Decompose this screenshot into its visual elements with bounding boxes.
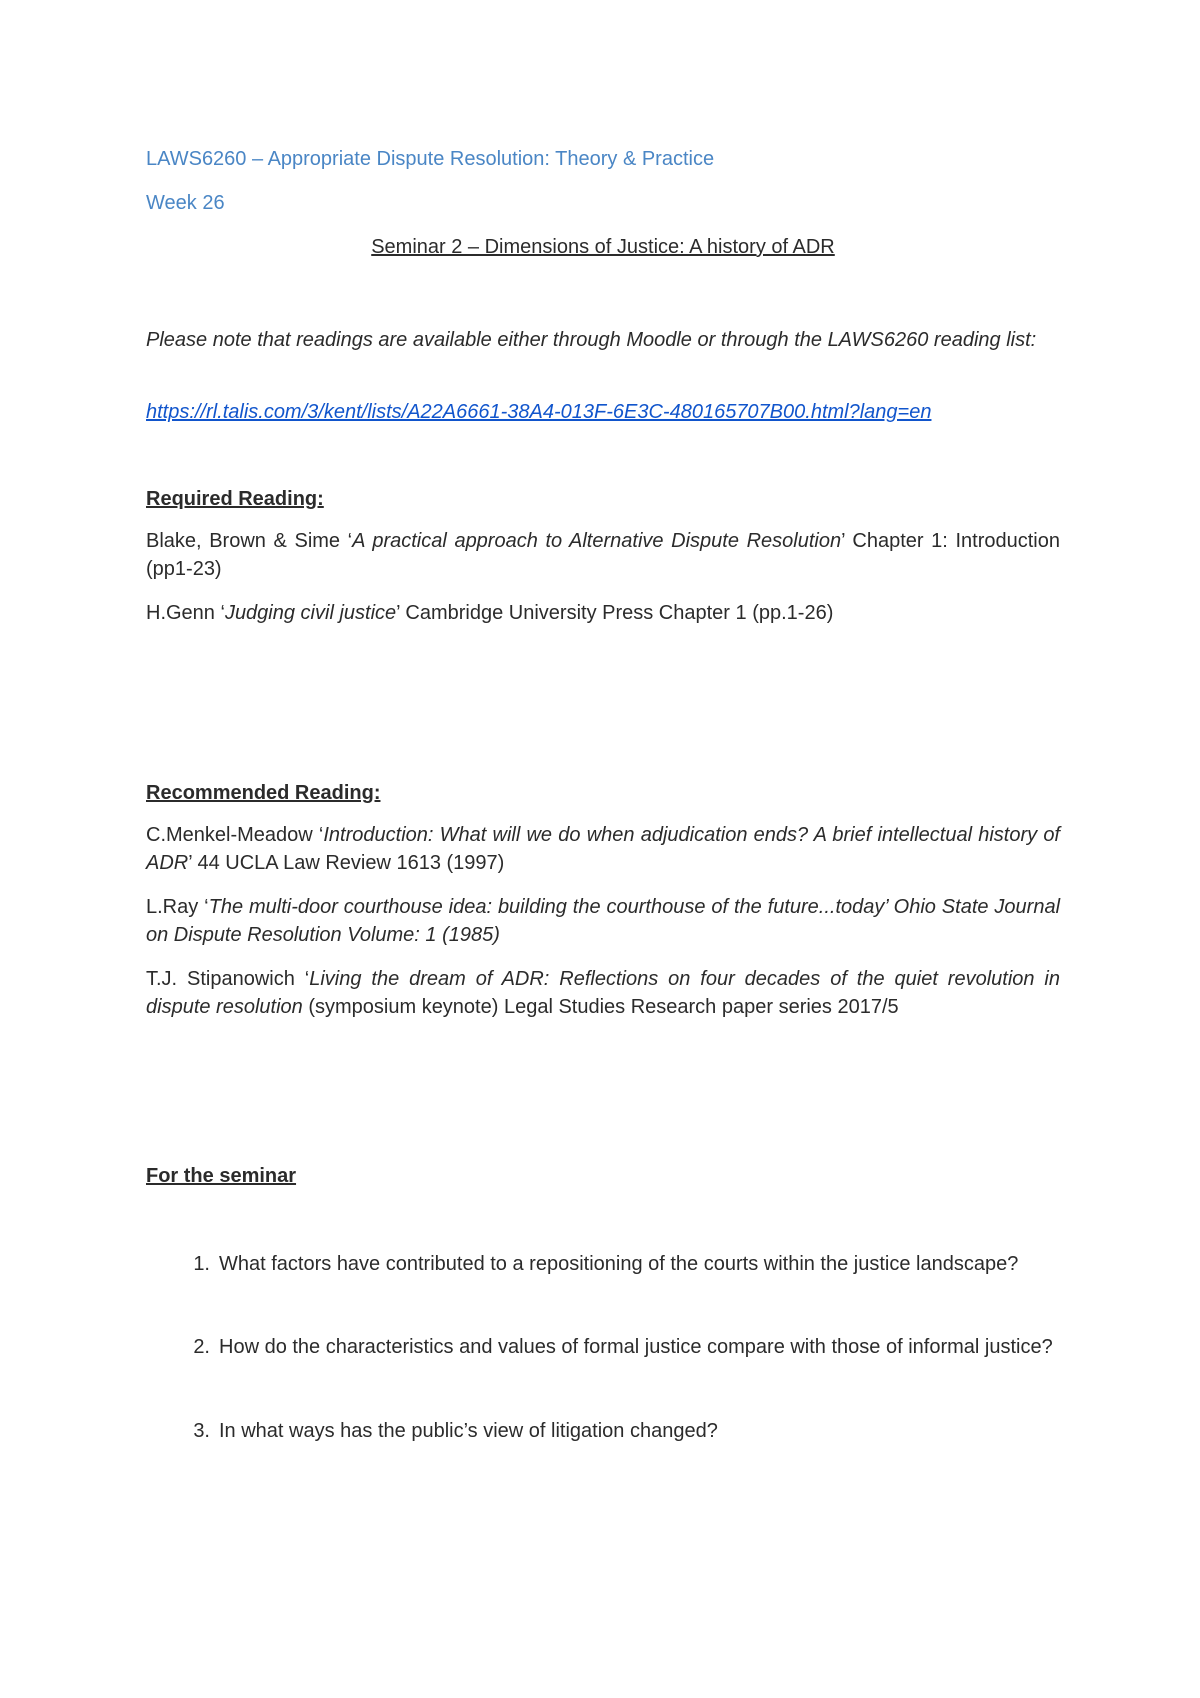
- question-number: 2.: [193, 1336, 210, 1358]
- reading-title: The multi-door courthouse idea: building the courthouse of the future...today: [208, 896, 885, 918]
- seminar-title: Seminar 2 – Dimensions of Justice: A history of ADR: [371, 236, 835, 258]
- reading-author: T.J. Stipanowich ‘: [146, 968, 310, 990]
- question-number: 3.: [193, 1420, 210, 1442]
- question-text: How do the characteristics and values of formal justice compare with those of informal justice?: [219, 1336, 1053, 1358]
- reading-source: ’ Chapter 1: Introduction (pp1-23): [146, 530, 1060, 580]
- required-reading-item: [146, 599, 1060, 627]
- reading-title: Judging civil justice: [224, 602, 397, 624]
- recommended-reading-item: [146, 821, 1060, 877]
- course-title: LAWS6260 – Appropriate Dispute Resolution: Theory & Practice: [146, 148, 715, 170]
- reading-source: ’ Ohio State Journal on Dispute Resolution Volume: 1 (1985): [146, 896, 1061, 946]
- required-reading-heading: Required Reading:: [146, 488, 324, 510]
- question-number: 1.: [193, 1253, 210, 1275]
- reading-note: Please note that readings are available either through Moodle or through the LAWS6260 reading list:: [146, 329, 1037, 351]
- reading-author: C.Menkel-Meadow ‘: [146, 824, 324, 846]
- reading-title: Introduction: What will we do when adjudication ends? A brief intellectual history of ADR: [146, 824, 1060, 874]
- reading-author: L.Ray ‘: [146, 896, 209, 918]
- required-reading-item: [146, 527, 1060, 583]
- reading-title: Living the dream of ADR: Reflections on four decades of the quiet revolution in dispute resolution: [146, 968, 1060, 1018]
- reading-source: (symposium keynote) Legal Studies Research paper series 2017/5: [302, 996, 899, 1018]
- recommended-reading-item: [146, 893, 1060, 949]
- reading-list-link[interactable]: https://rl.talis.com/3/kent/lists/A22A6661-38A4-013F-6E3C-480165707B00.html?lang=en: [146, 401, 932, 423]
- question-text: What factors have contributed to a repositioning of the courts within the justice landscape?: [219, 1253, 1019, 1275]
- question-text: In what ways has the public’s view of litigation changed?: [219, 1420, 718, 1442]
- reading-author: Blake, Brown & Sime ‘: [146, 530, 353, 552]
- reading-source: ’ Cambridge University Press Chapter 1 (pp.1-26): [396, 602, 834, 624]
- recommended-reading-heading: Recommended Reading:: [146, 782, 381, 804]
- reading-title: A practical approach to Alternative Dispute Resolution: [352, 530, 842, 552]
- recommended-reading-item: [146, 965, 1060, 1021]
- reading-source: ’ 44 UCLA Law Review 1613 (1997): [188, 852, 505, 874]
- seminar-questions-heading: For the seminar: [146, 1165, 297, 1187]
- week-label: Week 26: [146, 192, 225, 214]
- reading-author: H.Genn ‘: [146, 602, 225, 624]
